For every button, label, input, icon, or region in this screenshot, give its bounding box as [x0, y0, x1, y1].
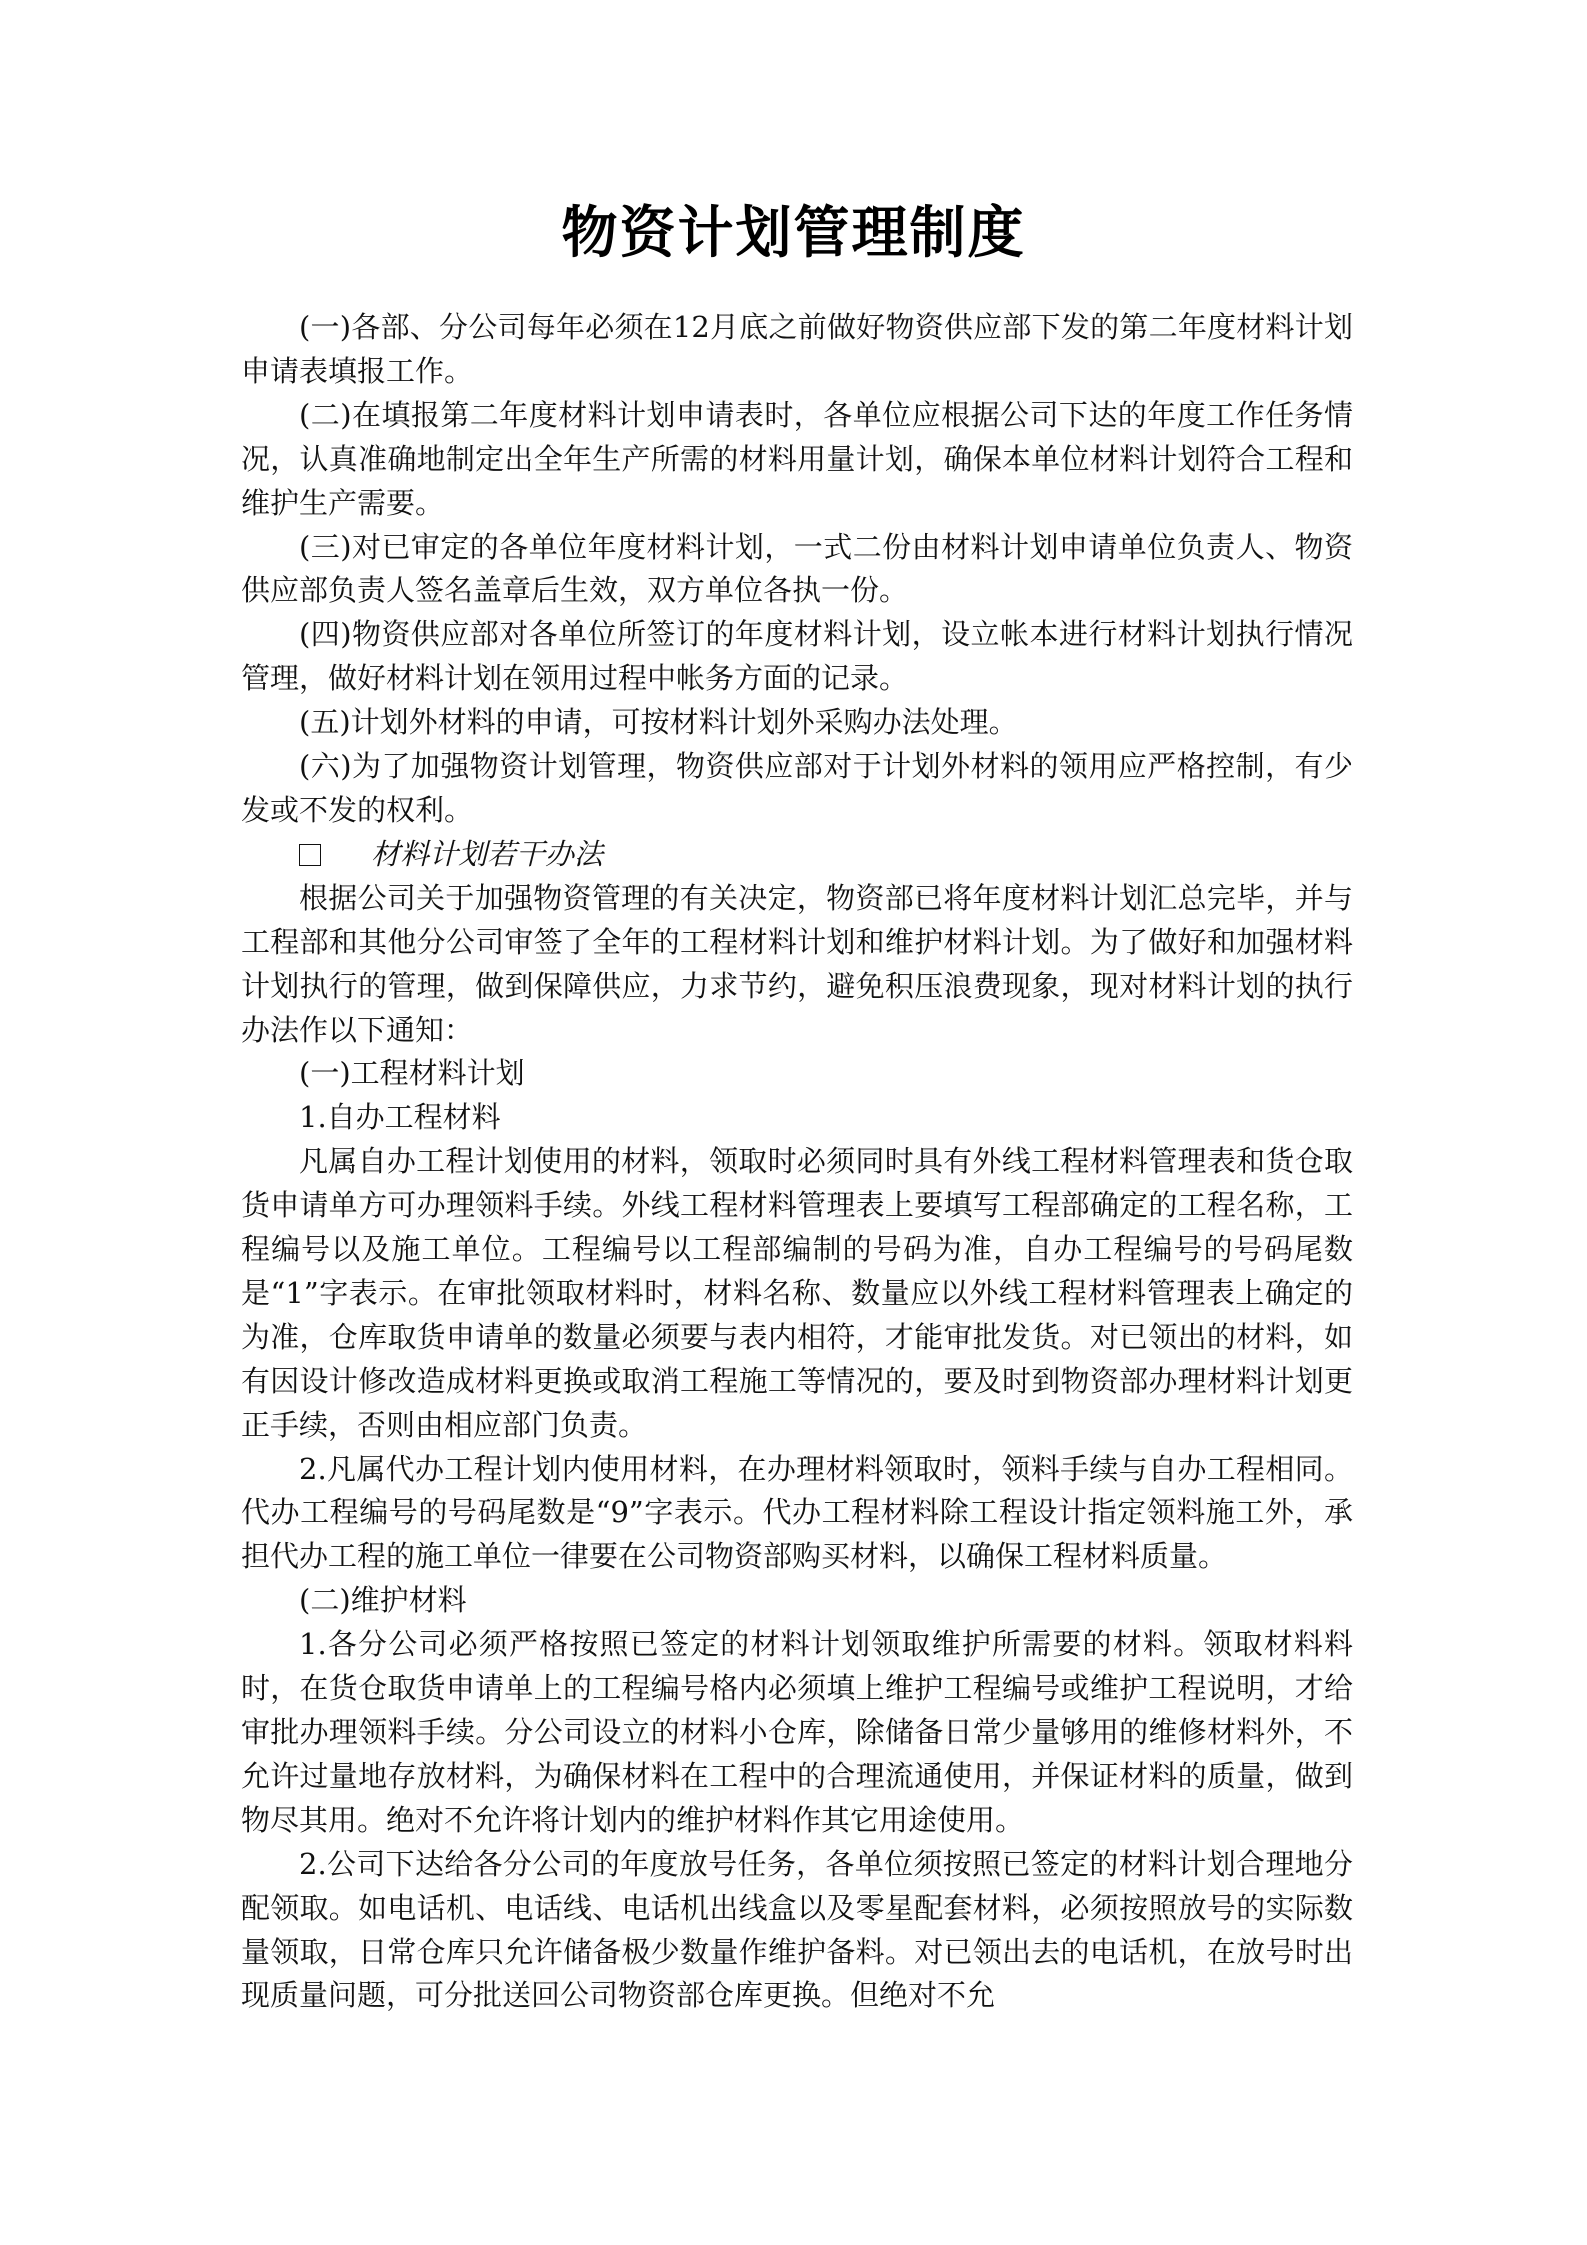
paragraph: 2.凡属代办工程计划内使用材料，在办理材料领取时，领料手续与自办工程相同。代办工程编号的号码尾数是“9”字表示。代办工程材料除工程设计指定领料施工外，承担代办工程的施工单位一律要在公司物资部购买材料，以确保工程材料质量。	[241, 1451, 1353, 1574]
paragraph: (二)在填报第二年度材料计划申请表时，各单位应根据公司下达的年度工作任务情况，认真准确地制定出全年生产所需的材料用量计划，确保本单位材料计划符合工程和维护生产需要。	[241, 397, 1353, 520]
paragraph: 1.自办工程材料	[299, 1100, 501, 1135]
section-heading-label: 材料计划若干办法	[371, 836, 604, 871]
paragraph: (四)物资供应部对各单位所签订的年度材料计划，设立帐本进行材料计划执行情况管理，做好材料计划在领用过程中帐务方面的记录。	[241, 617, 1353, 696]
paragraph: (五)计划外材料的申请，可按材料计划外采购办法处理。	[299, 705, 1018, 740]
paragraph: 1.各分公司必须严格按照已签定的材料计划领取维护所需要的材料。领取材料料时，在货仓取货申请单上的工程编号格内必须填上维护工程编号或维护工程说明，才给审批办理领料手续。分公司设立的材料小仓库，除储备日常少量够用的维修材料外，不允许过量地存放材料，为确保材料在工程中的合理流通使用，并保证材料的质量，做到物尽其用。绝对不允许将计划内的维护材料作其它用途使用。	[241, 1627, 1353, 1837]
paragraph: (三)对已审定的各单位年度材料计划，一式二份由材料计划申请单位负责人、物资供应部负责人签名盖章后生效，双方单位各执一份。	[241, 529, 1353, 608]
paragraph: 2.公司下达给各分公司的年度放号任务，各单位须按照已签定的材料计划合理地分配领取。如电话机、电话线、电话机出线盒以及零星配套材料，必须按照放号的实际数量领取，日常仓库只允许储备极少数量作维护备料。对已领出去的电话机，在放号时出现质量问题，可分批送回公司物资部仓库更换。但绝对不允	[241, 1846, 1353, 2013]
paragraph: 凡属自办工程计划使用的材料，领取时必须同时具有外线工程材料管理表和货仓取货申请单方可办理领料手续。外线工程材料管理表上要填写工程部确定的工程名称，工程编号以及施工单位。工程编号以工程部编制的号码为准，自办工程编号的号码尾数是“1”字表示。在审批领取材料时，材料名称、数量应以外线工程材料管理表上确定的为准，仓库取货申请单的数量必须要与表内相符，才能审批发货。对已领出的材料，如有因设计修改造成材料更换或取消工程施工等情况的，要及时到物资部办理材料计划更正手续，否则由相应部门负责。	[241, 1144, 1353, 1442]
document-title: 物资计划管理制度	[561, 201, 1026, 266]
paragraph: (一)工程材料计划	[299, 1056, 525, 1091]
paragraph: 根据公司关于加强物资管理的有关决定，物资部已将年度材料计划汇总完毕，并与工程部和其他分公司审签了全年的工程材料计划和维护材料计划。为了做好和加强材料计划执行的管理，做到保障供应，力求节约，避免积压浪费现象，现对材料计划的执行办法作以下通知：	[241, 880, 1353, 1047]
paragraph: (六)为了加强物资计划管理，物资供应部对于计划外材料的领用应严格控制，有少发或不发的权利。	[241, 749, 1353, 827]
checkbox-icon	[299, 844, 321, 866]
section-heading	[241, 833, 1353, 877]
paragraph: (二)维护材料	[299, 1583, 467, 1618]
document-body	[241, 306, 1353, 2018]
paragraph: (一)各部、分公司每年必须在12月底之前做好物资供应部下发的第二年度材料计划申请表填报工作。	[241, 310, 1353, 388]
